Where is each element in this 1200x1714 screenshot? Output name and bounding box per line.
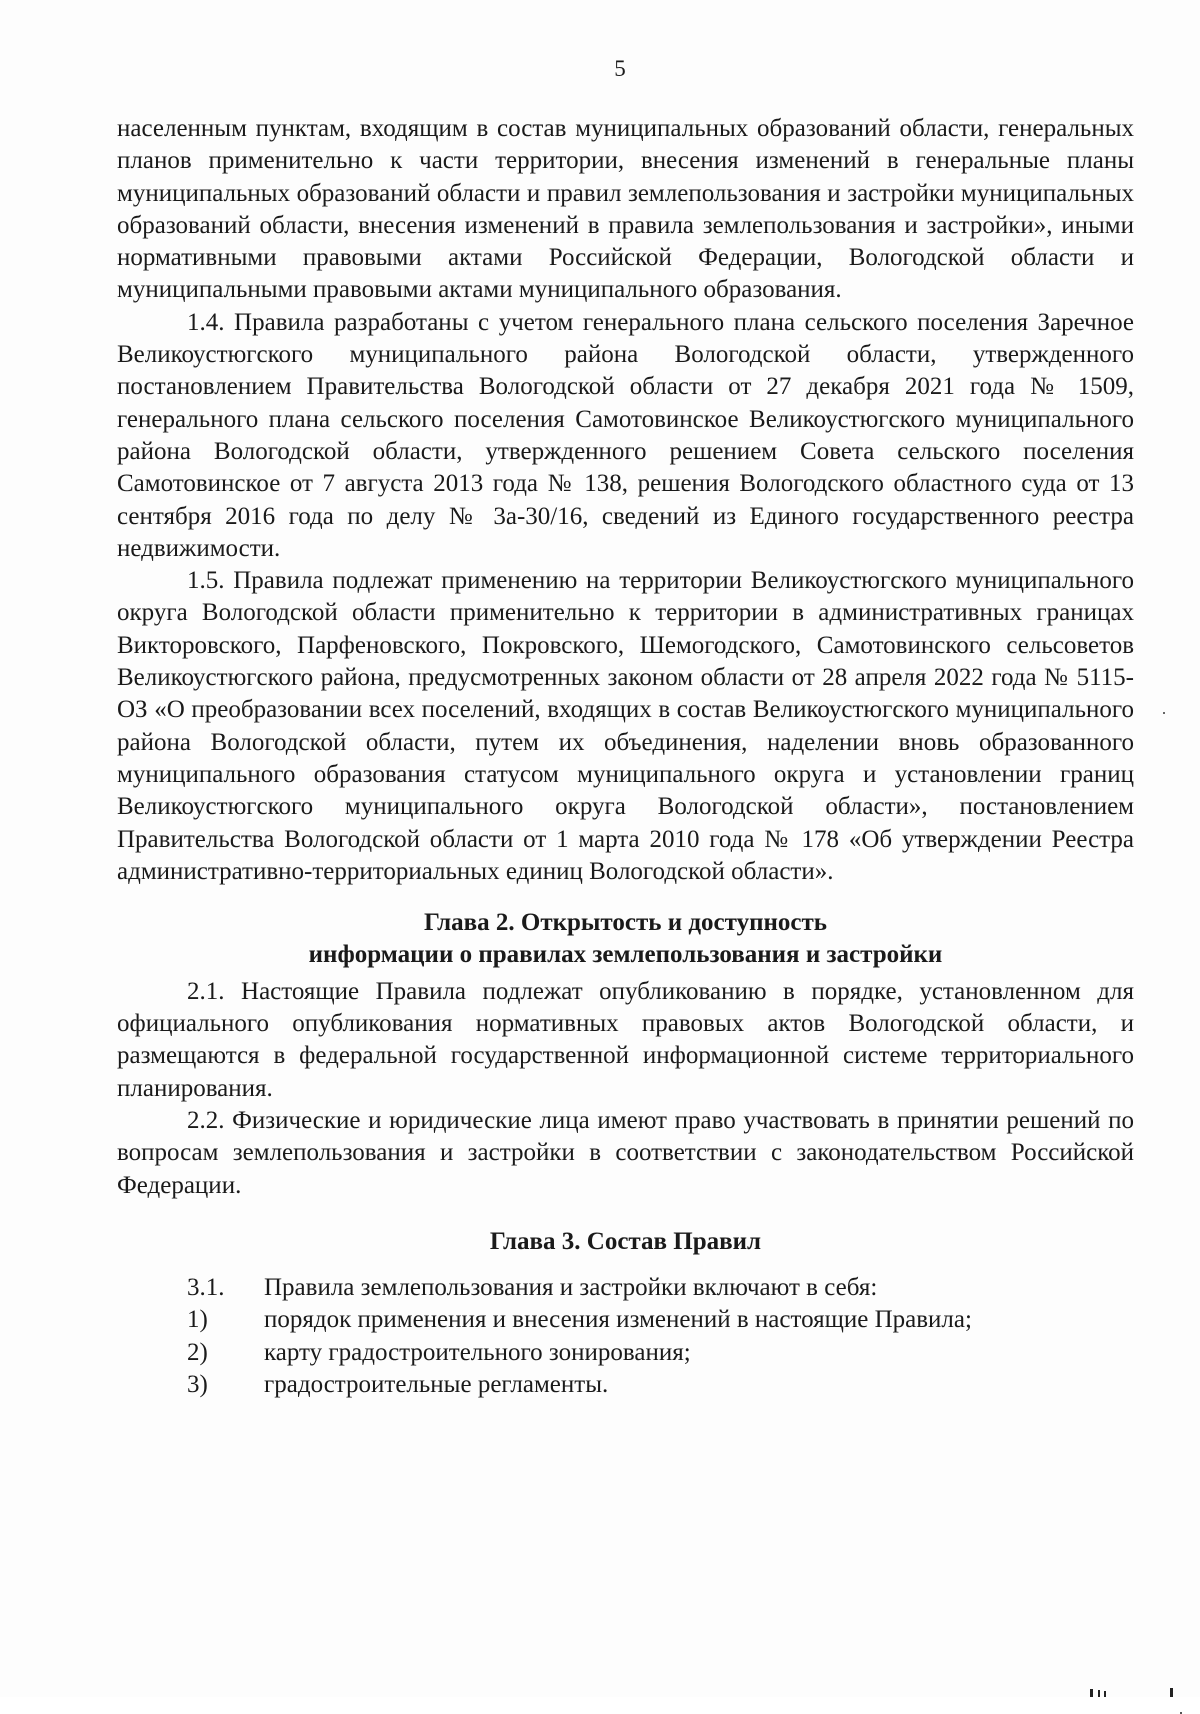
list-item-number: 3) (187, 1370, 208, 1398)
list-item-text: порядок применения и внесения изменений в настоящие Правила; (264, 1306, 972, 1334)
paragraph-1-4: 1.4. Правила разработаны с учетом генерального плана сельского поселения Заречное Великоустюгского муниципального района Вологодской области, утвержденного постановлением Правительства Вологодской области от 27 декабря 2021 года № 1509, генерального плана сельского поселения Самотовинское Великоустюгского муниципального района Вологодской области, утвержденного решением Совета сельского поселения Самотовинское от 7 августа 2013 года № 138, решения Вологодского областного суда от 13 сентября 2016 года по делу № 3а-30/16, сведений из Единого государственного реестра недвижимости. (117, 308, 1134, 562)
paragraph-2-2: 2.2. Физические и юридические лица имеют право участвовать в принятии решений по вопросам землепользования и застройки в соответствии с законодательством Российской Федерации. (117, 1106, 1134, 1199)
scan-artifact (1090, 1689, 1093, 1697)
page-number: 5 (614, 56, 626, 81)
scan-artifact (1163, 712, 1165, 714)
paragraph-2-1: 2.1. Настоящие Правила подлежат опубликованию в порядке, установленном для официального опубликования нормативных правовых актов Вологодской области, и размещаются в федеральной государственной информационной системе территориального планирования. (117, 977, 1134, 1102)
list-item (117, 1337, 1134, 1369)
list-item-text: Правила землепользования и застройки включают в себя: (264, 1274, 878, 1302)
list-item-number: 3.1. (187, 1274, 225, 1302)
list-item-text: градостроительные регламенты. (264, 1370, 609, 1398)
list-item (117, 1304, 1134, 1336)
list-item-text: карту градостроительного зонирования; (264, 1338, 691, 1366)
chapter-2-heading-line-1: Глава 2. Открытость и доступность (424, 909, 827, 937)
scan-artifact (1170, 1688, 1173, 1697)
list-item (117, 1369, 1134, 1401)
scan-artifact (1098, 1690, 1100, 1697)
list-item (117, 1272, 1134, 1304)
document-body (117, 113, 1134, 1401)
paragraph-1-5: 1.5. Правила подлежат применению на территории Великоустюгского муниципального округа Вологодской области применительно к территории в административных границах Викторовского, Парфеновского, Покровского, Шемогодского, Самотовинского сельсоветов Великоустюгского района, предусмотренных законом области от 28 апреля 2022 года № 5115-ОЗ «О преобразовании всех поселений, входящих в состав Великоустюгского муниципального района Вологодской области, путем их объединения, наделении вновь образованного муниципального образования статусом муниципального округа и установлении границ Великоустюгского муниципального округа Вологодской области», постановлением Правительства Вологодской области от 1 марта 2010 года № 178 «Об утверждении Реестра административно-территориальных единиц Вологодской области». (117, 567, 1134, 885)
chapter-3-heading: Глава 3. Состав Правил (489, 1227, 762, 1255)
list-item-number: 1) (187, 1306, 208, 1334)
list-item-number: 2) (187, 1338, 208, 1366)
chapter-2-heading-line-2: информации о правилах землепользования и застройки (308, 941, 943, 969)
paragraph-continuation: населенным пунктам, входящим в состав муниципальных образований области, генеральных планов применительно к части территории, внесения изменений в генеральные планы муниципальных образований области и правил землепользования и застройки муниципальных образований области, внесения изменений в правила землепользования и застройки», иными нормативными правовыми актами Российской Федерации, Вологодской области и муниципальными правовыми актами муниципального образования. (117, 115, 1134, 304)
scan-artifact (1104, 1691, 1106, 1697)
